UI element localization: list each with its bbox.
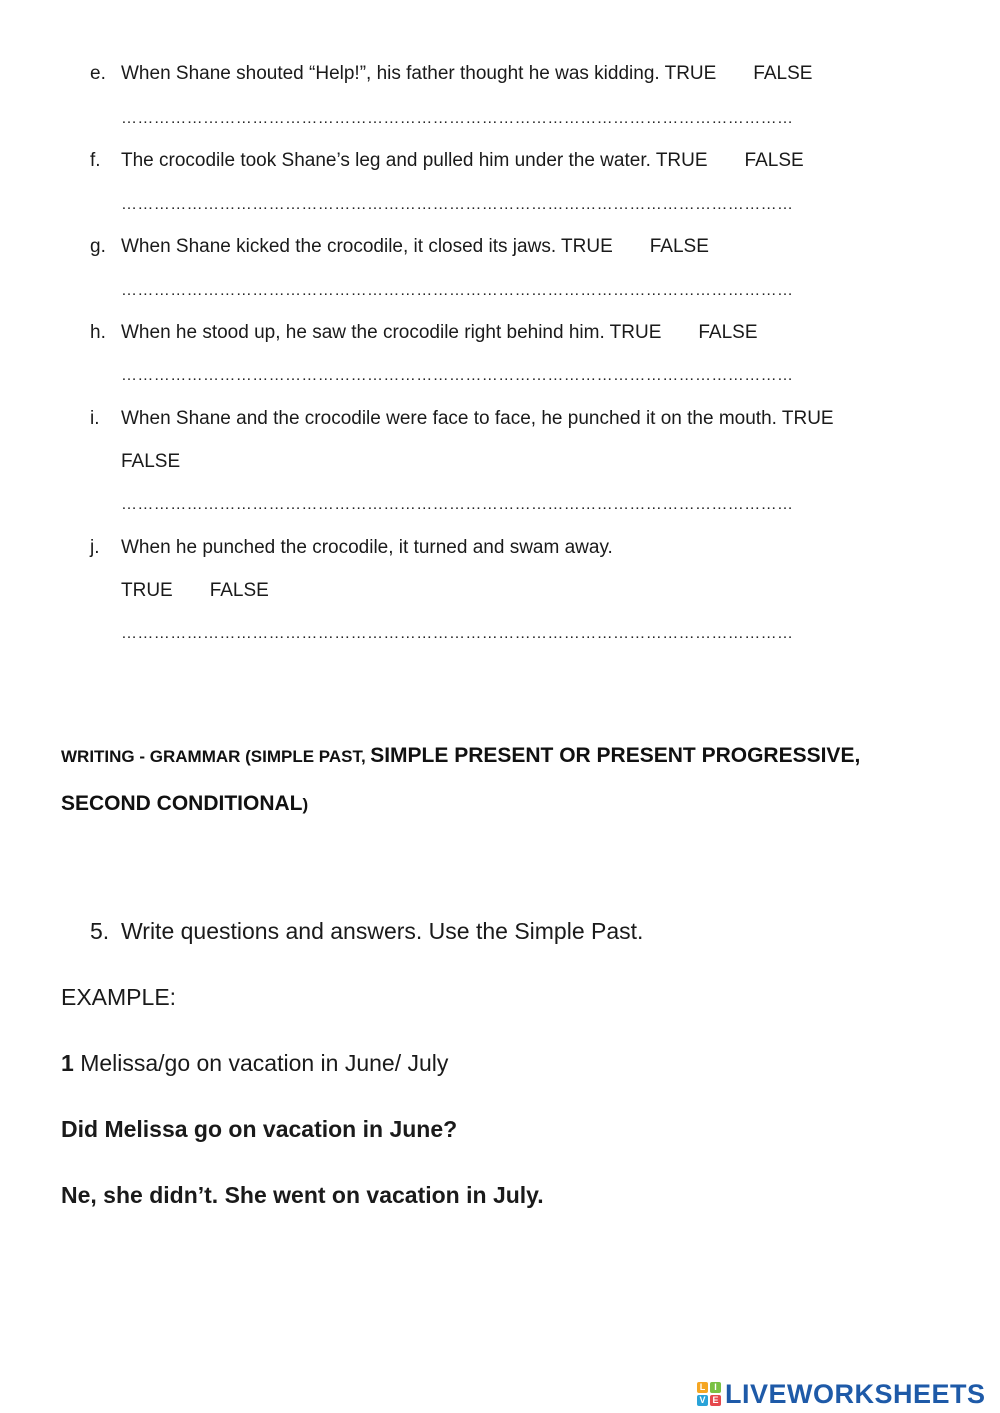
logo-mark-cell: V [697, 1395, 708, 1406]
example-answer: Ne, she didn’t. She went on vacation in July. [61, 1182, 544, 1208]
example-label: EXAMPLE: [61, 984, 177, 1010]
answer-line-g[interactable]: …………………………………………………………………………………………………………… [121, 282, 794, 299]
item-statement: When Shane shouted “Help!”, his father thought he was kidding. [121, 63, 660, 84]
example-prompt-text: Melissa/go on vacation in June/ July [80, 1050, 449, 1076]
answer-line-f[interactable]: …………………………………………………………………………………………………………… [121, 196, 794, 213]
item-statement: The crocodile took Shane’s leg and pulled him under the water. [121, 150, 651, 171]
true-option[interactable]: TRUE [561, 236, 613, 257]
item-letter: e. [90, 63, 106, 84]
section-heading-close: ) [302, 795, 309, 814]
item-statement: When he punched the crocodile, it turned and swam away. [121, 537, 613, 558]
item-statement: When Shane kicked the crocodile, it closed its jaws. [121, 236, 557, 257]
example-prompt-number: 1 [61, 1050, 74, 1076]
true-option[interactable]: TRUE [655, 150, 708, 171]
false-option[interactable]: FALSE [209, 580, 269, 601]
logo-mark-cell: I [710, 1382, 721, 1393]
item-letter: h. [90, 322, 106, 343]
logo-text: LIVEWORKSHEETS [725, 1378, 986, 1409]
logo-mark-icon [697, 1382, 721, 1406]
exercise-number: 5. [90, 918, 110, 944]
item-letter: j. [90, 537, 100, 558]
section-heading-part2: SIMPLE PRESENT OR PRESENT PROGRESSIVE, [370, 744, 861, 767]
item-statement: When Shane and the crocodile were face to face, he punched it on the mouth. [121, 408, 777, 429]
example-prompt [61, 1049, 448, 1077]
true-option[interactable]: TRUE [664, 63, 717, 84]
section-heading [61, 744, 860, 768]
section-heading-line2 [61, 792, 308, 816]
section-heading-part1: WRITING - GRAMMAR (SIMPLE PAST, [61, 747, 366, 766]
true-option[interactable]: TRUE [121, 580, 173, 601]
section-heading-part3: SECOND CONDITIONAL [61, 792, 303, 815]
item-letter: f. [90, 150, 101, 171]
answer-line-j[interactable]: …………………………………………………………………………………………………………… [121, 625, 794, 642]
answer-line-i[interactable]: …………………………………………………………………………………………………………… [121, 496, 794, 513]
false-option[interactable]: FALSE [121, 451, 181, 472]
exercise-instruction-text: Write questions and answers. Use the Simple Past. [121, 918, 644, 944]
false-option[interactable]: FALSE [698, 322, 758, 343]
true-option[interactable]: TRUE [609, 322, 662, 343]
item-statement: When he stood up, he saw the crocodile right behind him. [121, 322, 605, 343]
answer-line-h[interactable]: …………………………………………………………………………………………………………… [121, 367, 794, 384]
true-option[interactable]: TRUE [781, 408, 834, 429]
item-letter: i. [90, 408, 100, 429]
logo-mark-cell: E [710, 1395, 721, 1406]
false-option[interactable]: FALSE [744, 150, 804, 171]
answer-line-e[interactable]: …………………………………………………………………………………………………………… [121, 110, 794, 127]
false-option[interactable]: FALSE [753, 63, 813, 84]
logo-mark-cell: L [697, 1382, 708, 1393]
exercise-instruction [90, 917, 643, 945]
true-false-options-j [121, 579, 269, 603]
example-question: Did Melissa go on vacation in June? [61, 1116, 458, 1142]
liveworksheets-logo [697, 1379, 986, 1409]
item-letter: g. [90, 236, 106, 257]
false-option[interactable]: FALSE [649, 236, 709, 257]
